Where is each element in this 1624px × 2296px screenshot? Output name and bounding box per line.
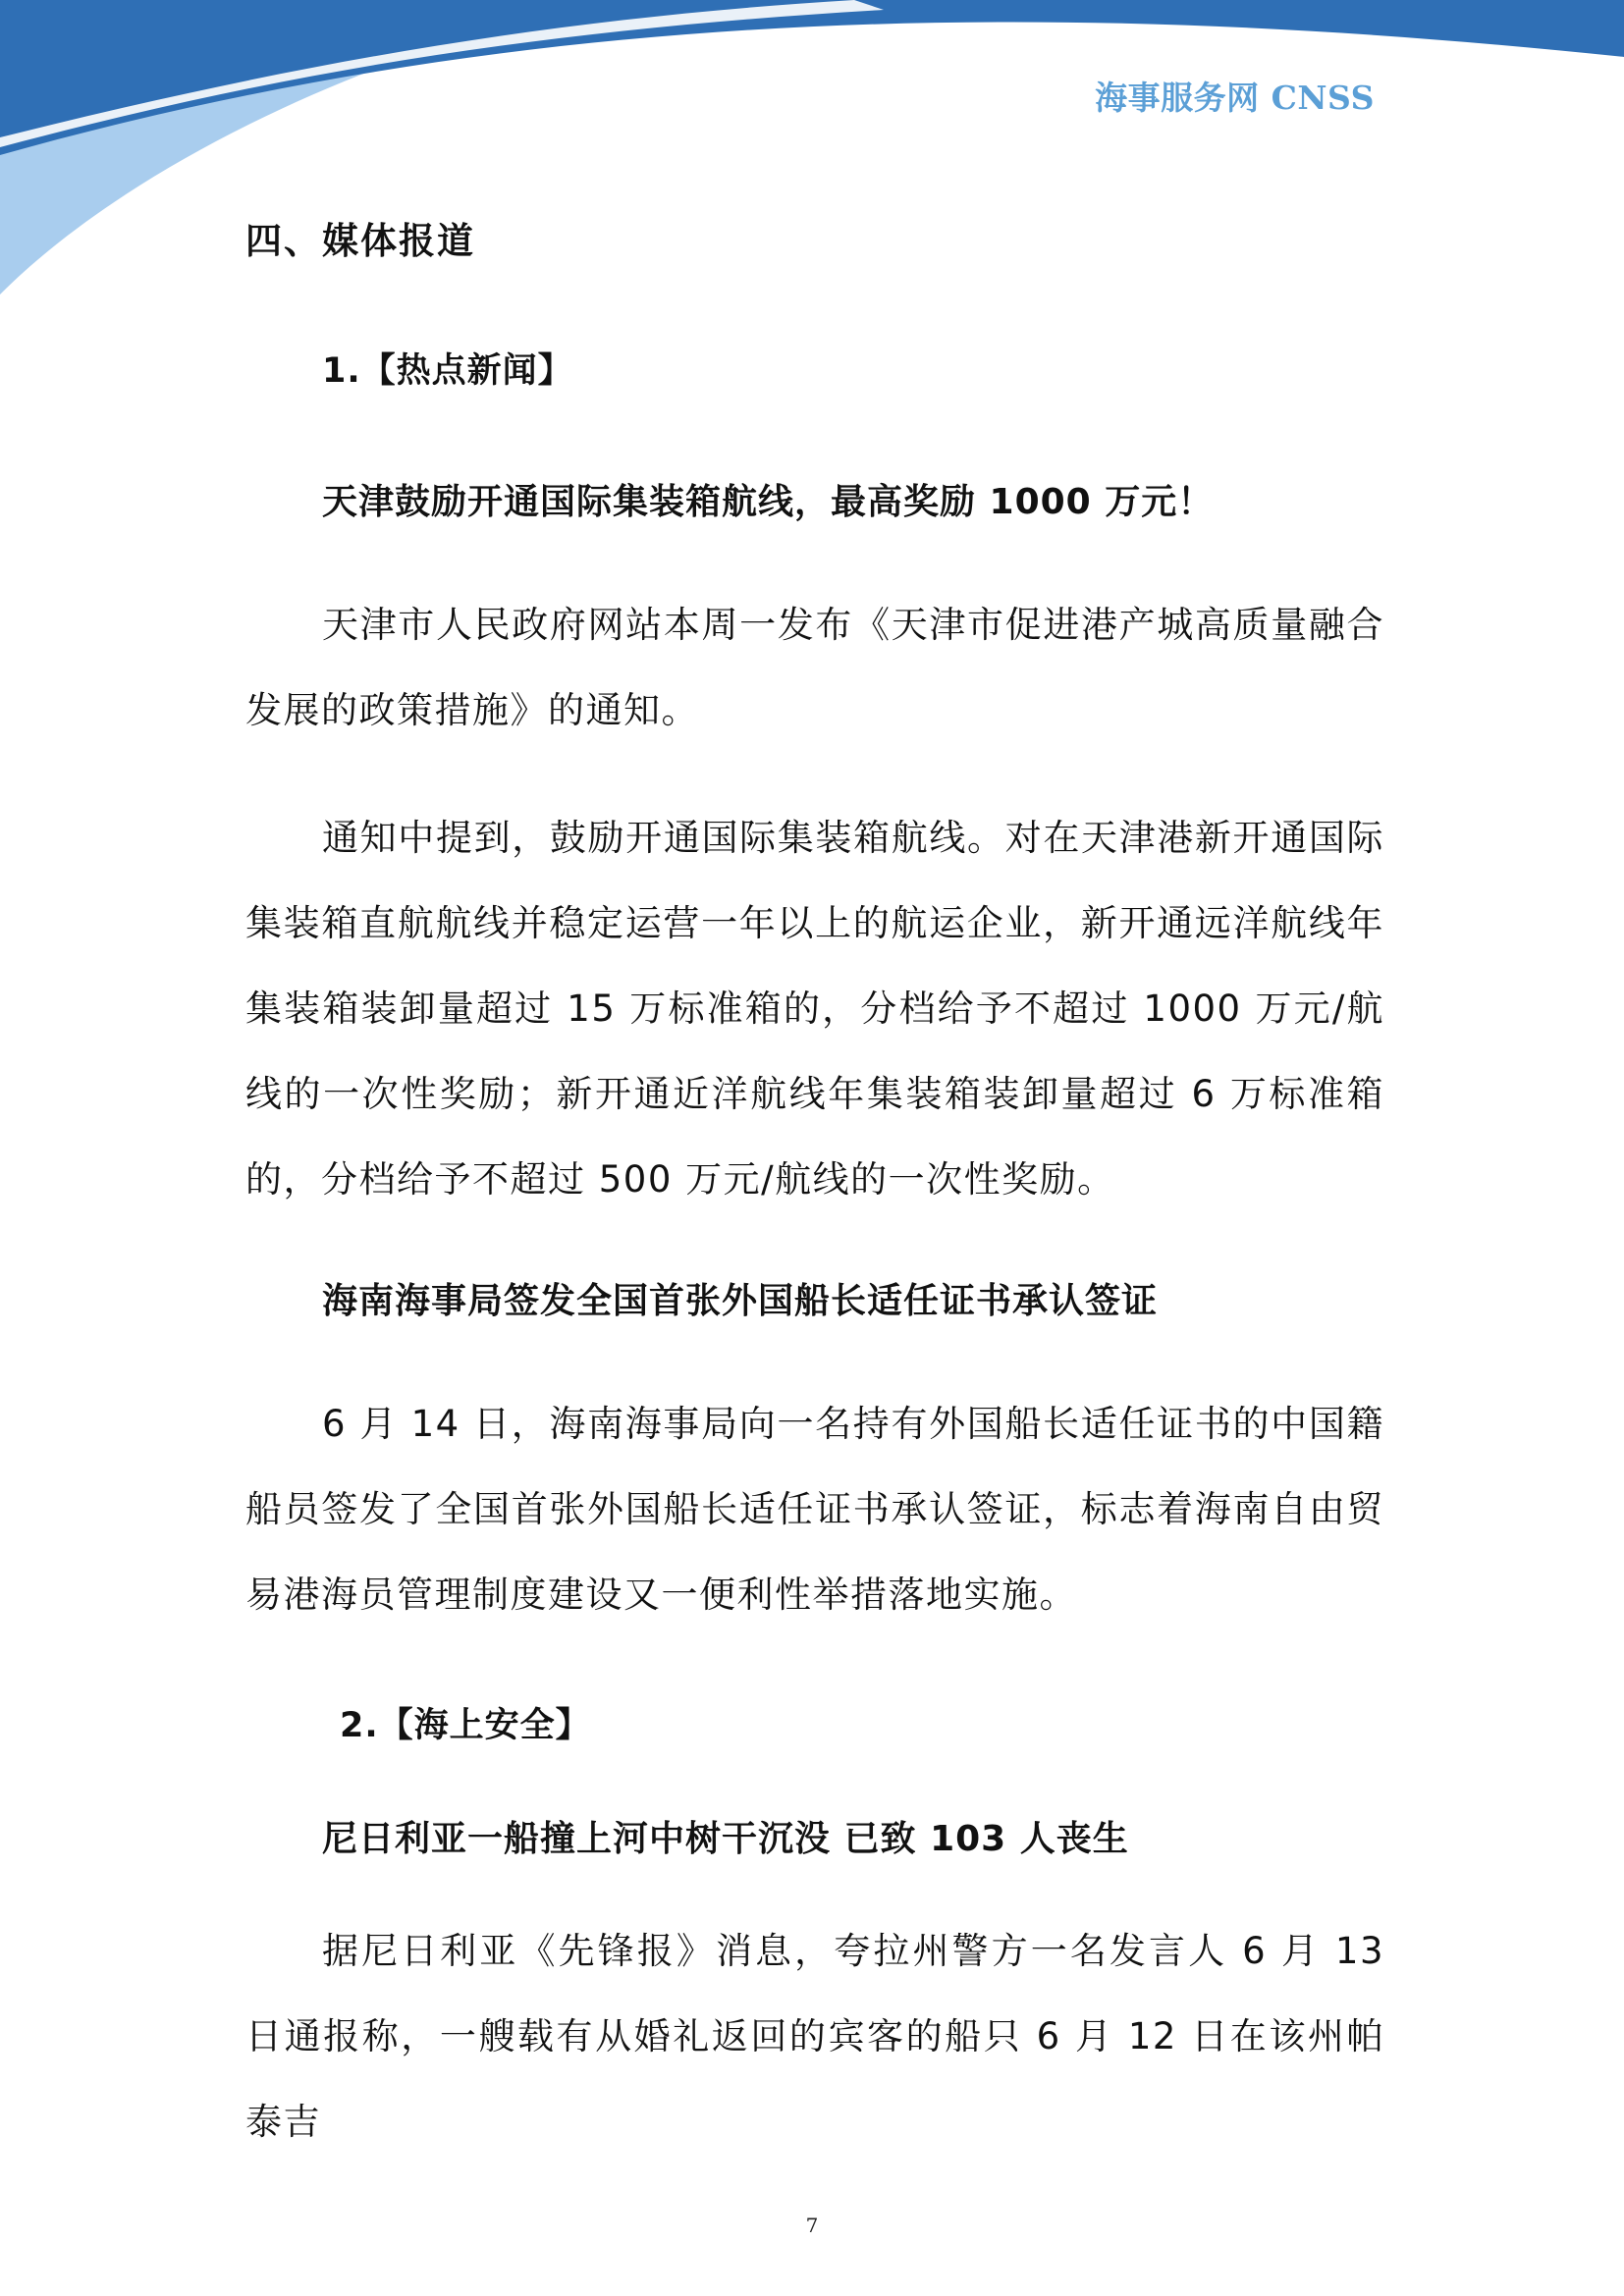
article-paragraph: 通知中提到，鼓励开通国际集装箱航线。对在天津港新开通国际集装箱直航航线并稳定运营一年以上的航运企业，新开通远洋航线年集装箱装卸量超过 15 万标准箱的，分档给予不超过 1000 万元/航线的一次性奖励；新开通近洋航线年集装箱装卸量超过 6 万标准箱的，分档给予不超过 500 万元/航线的一次性奖励。 — [245, 817, 1384, 1201]
article-title: 天津鼓励开通国际集装箱航线，最高奖励 1000 万元！ — [322, 482, 1215, 522]
article-paragraph: 天津市人民政府网站本周一发布《天津市促进港产城高质量融合发展的政策措施》的通知。 — [245, 604, 1384, 731]
article-title: 海南海事局签发全国首张外国船长适任证书承认签证 — [322, 1281, 1159, 1321]
article-paragraph: 据尼日利亚《先锋报》消息，夸拉州警方一名发言人 6 月 13 日通报称，一艘载有从婚礼返回的宾客的船只 6 月 12 日在该州帕泰吉 — [245, 1930, 1384, 2143]
brand-logo-text: 海事服务网 CNSS — [1095, 79, 1375, 117]
article-title: 尼日利亚一船撞上河中树干沉没 已致 103 人丧生 — [322, 1819, 1129, 1859]
page-number: 7 — [805, 2214, 819, 2237]
section-title: 四、媒体报道 — [245, 220, 475, 262]
category-label-maritime-safety: 2.【海上安全】 — [340, 1706, 591, 1745]
article-paragraph: 6 月 14 日，海南海事局向一名持有外国船长适任证书的中国籍船员签发了全国首张外国船长适任证书承认签证，标志着海南自由贸易港海员管理制度建设又一便利性举措落地实施。 — [245, 1403, 1384, 1616]
header-band — [0, 0, 1624, 314]
category-label-hot-news: 1.【热点新闻】 — [322, 351, 573, 391]
header-band-dark — [0, 0, 1624, 155]
